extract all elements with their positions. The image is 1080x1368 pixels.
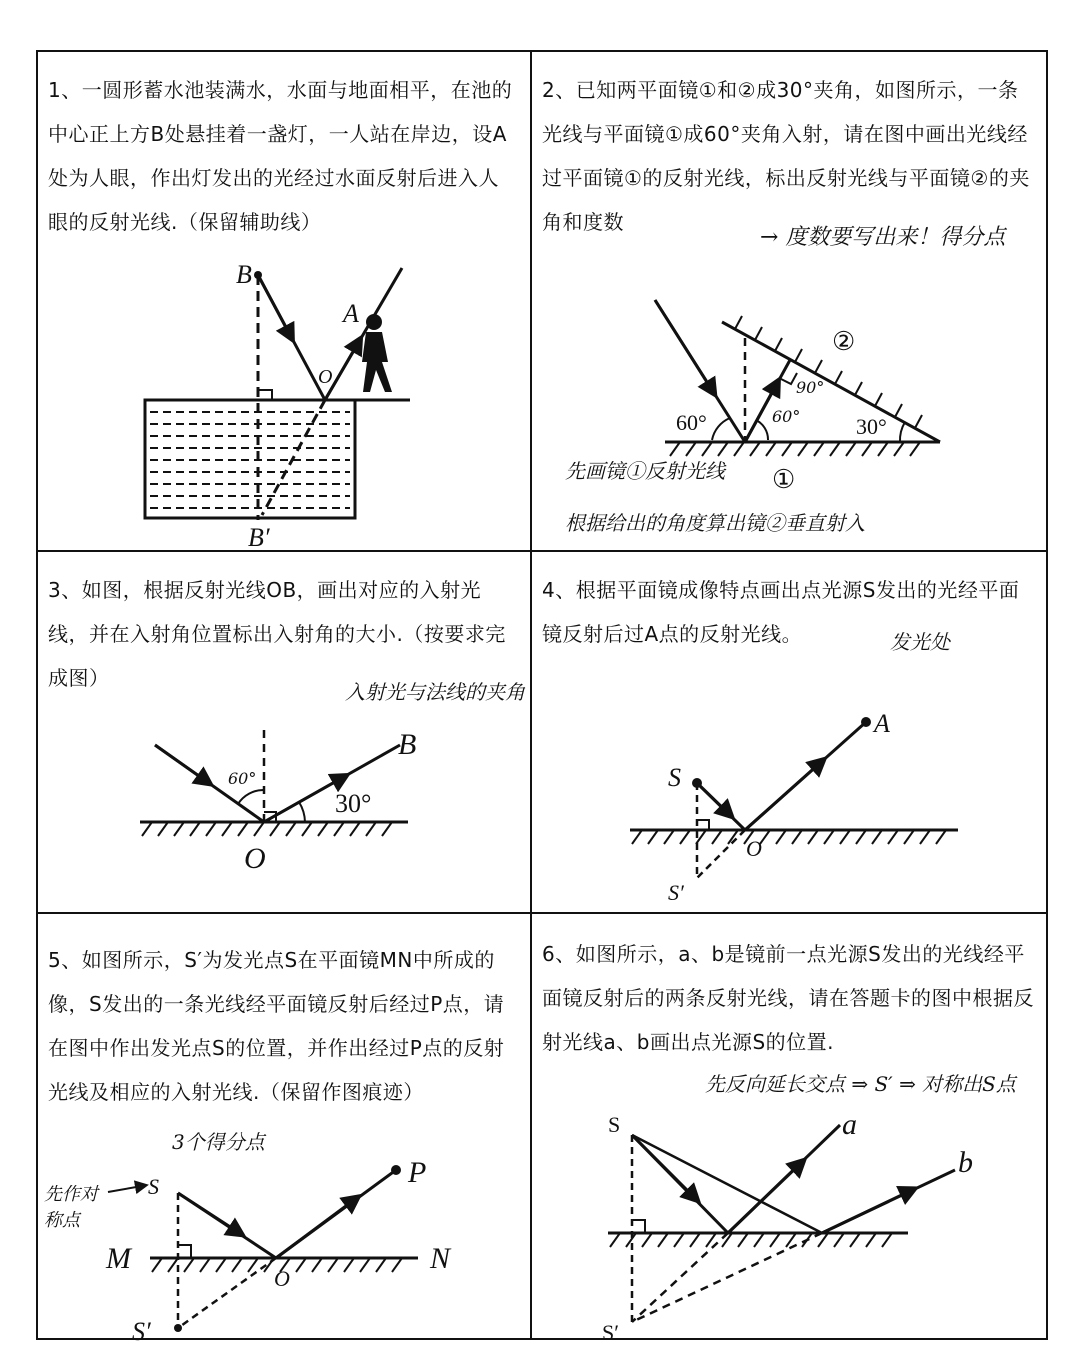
mirror-1-label: ①	[772, 465, 796, 494]
problem-2-annotation: → 度数要写出来！得分点	[760, 225, 1006, 250]
label-s-prime: S′	[132, 1317, 151, 1346]
label-s: S	[148, 1174, 159, 1199]
problem-4-text: 4、根据平面镜成像特点画出点光源S发出的光经平面镜反射后过A点的反射光线。	[542, 578, 1020, 646]
label-s: S	[608, 1112, 621, 1137]
problem-4-annotation: 发光处	[890, 630, 950, 654]
label-o: O	[244, 842, 266, 875]
angle-60-reflect: 60°	[772, 407, 801, 426]
angle-30: 30°	[335, 789, 372, 818]
label-s-prime: S′	[668, 880, 684, 905]
label-b: b	[958, 1146, 973, 1179]
label-s: S	[668, 763, 681, 792]
problem-2-note-2: 根据给出的角度算出镜②垂直射入	[565, 511, 865, 535]
mirror-2-label: ②	[832, 327, 856, 356]
problem-3-annotation: 入射光与法线的夹角	[345, 680, 525, 704]
label-b-prime: B′	[248, 523, 270, 552]
angle-30: 30°	[856, 414, 887, 439]
problem-3-text: 3、如图，根据反射光线OB，画出对应的入射光线，并在入射角位置标出入射角的大小.（按要求完成图）	[48, 578, 506, 690]
problem-2-text: 2、已知两平面镜①和②成30°夹角，如图所示，一条光线与平面镜①成60°夹角入射，请在图中画出光线经过平面镜①的反射光线，标出反射光线与平面镜②的夹角和度数	[542, 78, 1030, 234]
problem-6-text: 6、如图所示，a、b是镜前一点光源S发出的光线经平面镜反射后的两条反射光线，请在答题卡的图中根据反射光线a、b画出点光源S的位置.	[542, 942, 1034, 1054]
label-o: O	[274, 1266, 290, 1291]
problem-2-note-1: 先画镜①反射光线	[565, 459, 725, 483]
angle-90: 90°	[796, 378, 825, 397]
label-a: A	[874, 709, 890, 738]
angle-60: 60°	[228, 769, 257, 788]
label-s-prime: S′	[602, 1320, 620, 1345]
label-m: M	[106, 1242, 131, 1275]
label-b: B	[398, 728, 417, 761]
label-n: N	[430, 1242, 451, 1275]
label-a: a	[842, 1108, 857, 1141]
label-o: O	[318, 366, 333, 388]
problem-1-text: 1、一圆形蓄水池装满水，水面与地面相平，在池的中心正上方B处悬挂着一盏灯，一人站在岸边，设A处为人眼，作出灯发出的光经过水面反射后进入人眼的反射光线.（保留辅助线）	[48, 78, 513, 234]
problem-5-annotation: 3个得分点	[172, 1130, 265, 1154]
label-a: A	[343, 299, 359, 328]
problem-5-note: 先作对称点	[44, 1184, 98, 1231]
problem-5-text: 5、如图所示，S′为发光点S在平面镜MN中所成的像，S发出的一条光线经平面镜反射后经过P点，请在图中作出发光点S的位置，并作出经过P点的反射光线及相应的入射光线.（保留作图痕迹）	[48, 948, 505, 1104]
angle-60-incident: 60°	[676, 410, 707, 435]
label-p: P	[408, 1156, 427, 1189]
label-b: B	[236, 260, 252, 289]
label-o: O	[746, 836, 762, 861]
problem-6-annotation: 先反向延长交点 ⇒ S′ ⇒ 对称出S点	[705, 1072, 1016, 1096]
